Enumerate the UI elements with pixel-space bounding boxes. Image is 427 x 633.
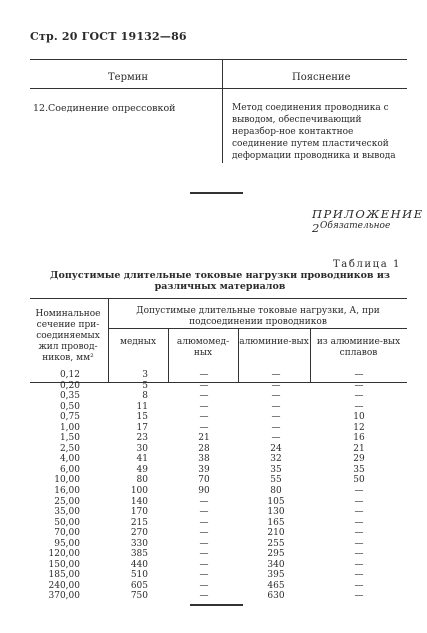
table-cell: 32 <box>270 454 282 465</box>
table-cell: — <box>199 538 209 549</box>
table-cell: 21 <box>198 433 210 444</box>
group-header-rule <box>108 328 407 329</box>
table-cell: 240,00 <box>48 580 80 591</box>
table-cell: — <box>199 528 209 539</box>
table-cell: 0,12 <box>59 370 80 380</box>
terms-table-top-rule <box>30 59 407 60</box>
table-cell: 440 <box>130 559 148 570</box>
table-cell: 1,50 <box>59 433 80 444</box>
table-cell: 15 <box>136 412 148 423</box>
table-cell: 465 <box>267 580 285 591</box>
table-cell: — <box>199 570 209 581</box>
table-cell: 28 <box>198 443 210 454</box>
table-cell: 21 <box>353 443 365 454</box>
table-cell: 100 <box>130 486 148 497</box>
table-cell: — <box>199 370 209 380</box>
table-cell: — <box>354 570 364 581</box>
table-cell: 1,00 <box>59 422 80 433</box>
table-cell: 6,00 <box>59 464 80 475</box>
table-cell: — <box>199 391 209 402</box>
table-cell: — <box>354 559 364 570</box>
col-section-header: Номинальное сечение при-соединяемых жил провод-ников, мм² <box>35 309 101 363</box>
table-cell: 35 <box>270 464 282 475</box>
table-cell: 295 <box>267 549 285 560</box>
table-cell: 140 <box>130 496 148 507</box>
table-title: Допустимые длительные токовые нагрузки проводников из различных материалов <box>50 270 390 292</box>
table-cell: — <box>354 391 364 402</box>
table-cell: 49 <box>136 464 148 475</box>
subcol-aluminium-header: алюминие-вых <box>239 337 309 347</box>
term-name: Соединение опрессовкой <box>48 103 176 114</box>
table-cell: 0,35 <box>59 391 80 402</box>
table-cell: 10 <box>353 412 365 423</box>
table-cell: 24 <box>270 443 282 454</box>
table-cell: 10,00 <box>54 475 80 486</box>
table-cell: 23 <box>136 433 148 444</box>
table-cell: 95,00 <box>54 538 80 549</box>
appendix-title: ПРИЛОЖЕНИЕ 2 <box>312 207 424 235</box>
col-alucopper-values <box>178 370 230 602</box>
table-cell: 395 <box>267 570 285 581</box>
term-number: 12. <box>33 103 49 114</box>
table-cell: — <box>199 559 209 570</box>
table-cell: 35,00 <box>54 507 80 518</box>
table-cell: — <box>271 391 281 402</box>
table-cell: 340 <box>267 559 285 570</box>
terms-col-explanation-header: Пояснение <box>292 72 351 83</box>
table-cell: 11 <box>136 401 148 412</box>
table-cell: 2,50 <box>59 443 80 454</box>
table-cell: 3 <box>142 370 148 380</box>
table-cell: 80 <box>136 475 148 486</box>
table-cell: — <box>199 412 209 423</box>
table-cell: — <box>199 380 209 391</box>
table-cell: 30 <box>136 443 148 454</box>
table-cell: 16,00 <box>54 486 80 497</box>
table-cell: 8 <box>142 391 148 402</box>
col-aluminium-values <box>250 370 302 602</box>
page-header: Стр. 20 ГОСТ 19132—86 <box>30 30 187 43</box>
table-cell: — <box>354 549 364 560</box>
table-cell: 0,20 <box>59 380 80 391</box>
table-cell: 630 <box>267 591 285 602</box>
table-cell: — <box>354 380 364 391</box>
col-copper-values <box>120 370 148 602</box>
table-cell: — <box>271 422 281 433</box>
table-cell: 210 <box>267 528 285 539</box>
table-cell: — <box>199 517 209 528</box>
subcol-alucopper-header: алюмомед-ных <box>176 337 230 358</box>
table-cell: — <box>354 528 364 539</box>
terms-col-term-header: Термин <box>108 72 149 83</box>
table-cell: — <box>354 580 364 591</box>
table-cell: — <box>354 517 364 528</box>
table-cell: — <box>271 380 281 391</box>
table-cell: — <box>199 496 209 507</box>
table-cell: 605 <box>130 580 148 591</box>
table-cell: 29 <box>353 454 365 465</box>
table-cell: — <box>199 591 209 602</box>
table-cell: 170 <box>130 507 148 518</box>
table-cell: 510 <box>130 570 148 581</box>
table-cell: 0,50 <box>59 401 80 412</box>
table-cell: 750 <box>130 591 148 602</box>
col-section-values <box>32 370 80 602</box>
table-cell: 41 <box>136 454 148 465</box>
table-cell: — <box>354 486 364 497</box>
table-cell: 16 <box>353 433 365 444</box>
table-cell: — <box>199 507 209 518</box>
table-cell: 330 <box>130 538 148 549</box>
table-cell: — <box>199 422 209 433</box>
table-cell: 370,00 <box>48 591 80 602</box>
table-cell: 90 <box>198 486 210 497</box>
table-cell: 70 <box>198 475 210 486</box>
table-cell: 12 <box>353 422 365 433</box>
section-separator <box>190 192 243 194</box>
table-cell: — <box>271 401 281 412</box>
table-cell: 70,00 <box>54 528 80 539</box>
table-cell: — <box>354 496 364 507</box>
table-cell: 80 <box>270 486 282 497</box>
table-cell: — <box>354 538 364 549</box>
table-cell: 105 <box>267 496 285 507</box>
table-cell: — <box>271 412 281 423</box>
appendix-subtitle: Обязательное <box>320 221 391 231</box>
table-cell: 25,00 <box>54 496 80 507</box>
table-cell: 120,00 <box>48 549 80 560</box>
term-explanation: Метод соединения проводника с выводом, обеспечивающий неразбор-ное контактное соединение путем пластической деформации проводника и вывода <box>232 103 396 161</box>
table-cell: 4,00 <box>59 454 80 465</box>
table-cell: — <box>199 549 209 560</box>
table-cell: 50,00 <box>54 517 80 528</box>
subcol-copper-header: медных <box>119 337 157 347</box>
table-cell: 270 <box>130 528 148 539</box>
terms-header-rule <box>30 88 407 89</box>
table-cell: 39 <box>198 464 210 475</box>
table-cell: 185,00 <box>48 570 80 581</box>
table-label: Таблица 1 <box>333 259 402 270</box>
table-cell: — <box>199 401 209 412</box>
terms-body-divider <box>222 89 223 163</box>
load-table-top-rule <box>30 298 407 299</box>
table-cell: 17 <box>136 422 148 433</box>
table-cell: 130 <box>267 507 285 518</box>
col-alloy-values <box>333 370 385 602</box>
table-cell: 150,00 <box>48 559 80 570</box>
table-cell: 38 <box>198 454 210 465</box>
table-cell: 50 <box>353 475 365 486</box>
table-cell: 55 <box>270 475 282 486</box>
table-cell: 5 <box>142 380 148 391</box>
table-cell: 35 <box>353 464 365 475</box>
table-cell: 0,75 <box>59 412 80 423</box>
terms-header-divider <box>222 60 223 88</box>
table-cell: — <box>271 370 281 380</box>
table-cell: — <box>354 591 364 602</box>
table-cell: — <box>271 433 281 444</box>
table-cell: 385 <box>130 549 148 560</box>
table-cell: — <box>354 507 364 518</box>
table-cell: — <box>354 401 364 412</box>
footer-separator <box>190 604 243 606</box>
table-cell: 255 <box>267 538 285 549</box>
table-cell: 215 <box>130 517 148 528</box>
subcol-alloy-header: из алюминие-вых сплавов <box>316 337 401 358</box>
table-cell: — <box>199 580 209 591</box>
col-group-header: Допустимые длительные токовые нагрузки, А, при подсоединении проводников <box>136 306 380 327</box>
table-cell: — <box>354 370 364 380</box>
table-cell: 165 <box>267 517 285 528</box>
